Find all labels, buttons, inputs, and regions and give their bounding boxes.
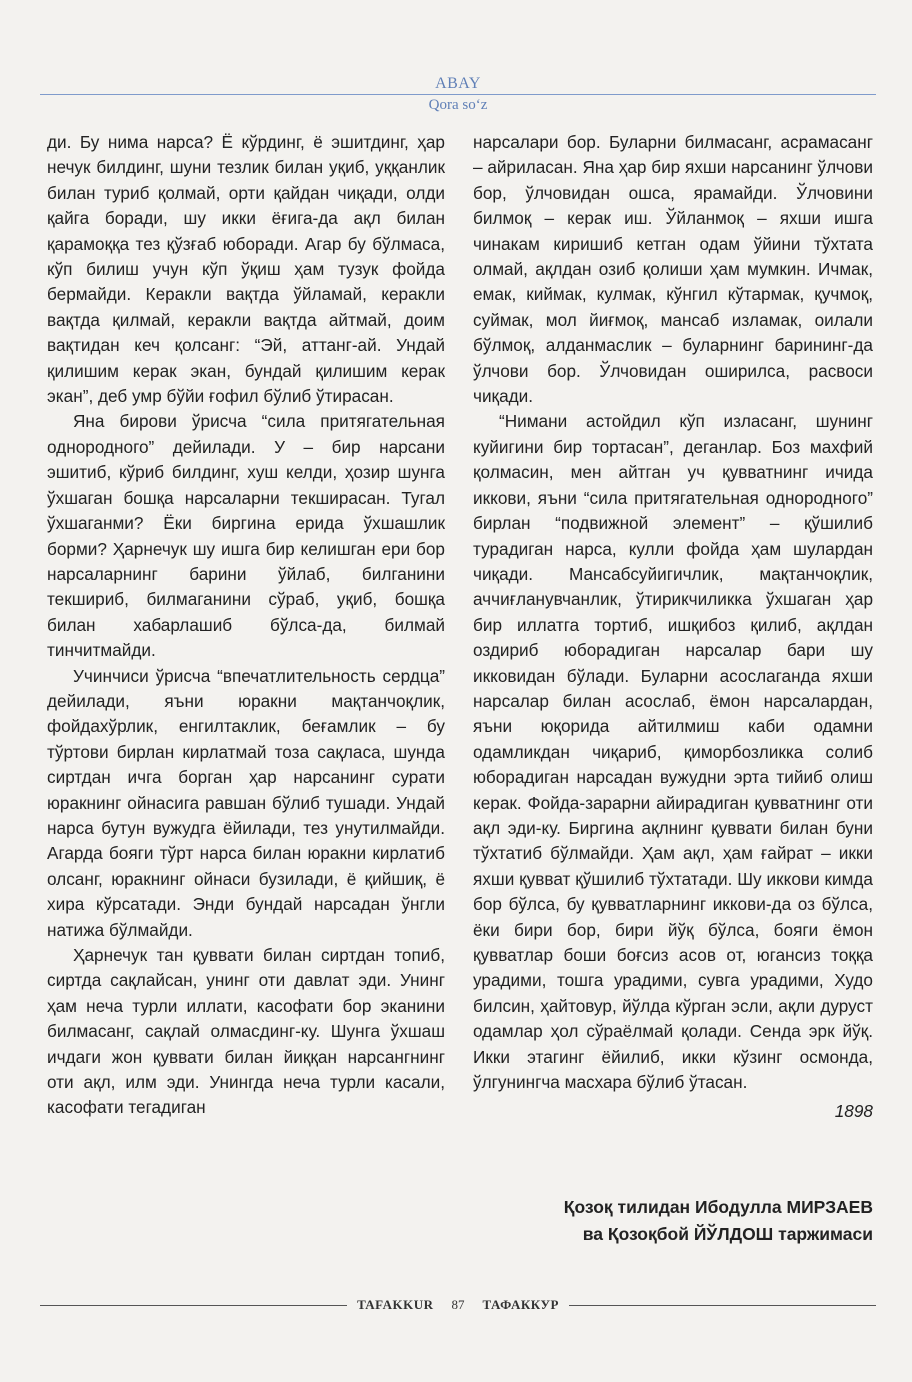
running-header <box>40 74 876 115</box>
credits-line: ва Қозоқбой ЙЎЛДОШ таржимаси <box>582 1224 873 1244</box>
header-subtitle: Qora so‘z <box>428 97 488 113</box>
translator-credits <box>473 1194 873 1248</box>
credits-line: Қозоқ тилидан Ибодулла МИРЗАЕВ <box>563 1197 873 1217</box>
footer-label-latin: TAFAKKUR <box>357 1297 434 1312</box>
footer-rule-left <box>40 1305 347 1306</box>
footer-rule-right <box>569 1305 876 1306</box>
right-column <box>473 130 873 1125</box>
paragraph: Яна бирови ўрисча “сила притягательная однородного” дейилади. У – бир нарсани эшитиб, кўриб билдинг, хуш келди, ҳозир шунга ўхшаган бошқа нарсаларни текширасан. Тугал ўхшаганми? Ёки биргина ерида ўхшашлик борми? Ҳарнечук шу ишга бир келишган ери бор нарсаларнинг барини ўйлаб, билганини текшириб, билмаганини сўраб, уқиб, бошқа билан хабарлашиб бўлса-да, билмай тинчитмайди. <box>47 411 445 661</box>
year-date: 1898 <box>834 1101 873 1122</box>
paragraph: ди. Бу нима нарса? Ё кўрдинг, ё эшитдинг, ҳар нечук билдинг, шуни тезлик билан уқиб, уққанлик билан туриб қолмай, орти қайдан чиқади, олди қайга боради, шу икки ёғига-да ақл билан қарамоққа тез қўзғаб юборади. Агар бу бўлмаса, кўп билиш учун кўп ўқиш ҳам тузук фойда бермайди. Керакли вақтда ўйламай, керакли вақтда қилмай, керакли вақтда айтмай, доим вақтидан кеч қолсанг: “Эй, аттанг-ай. Ундай қилишим керак экан, бундай қилишим керак экан”, деб умр бўйи ғофил бўлиб ўтирасан. <box>47 132 445 407</box>
footer-label-cyrillic: ТАФАККУР <box>482 1297 559 1312</box>
paragraph: Ҳарнечук тан қуввати билан сиртдан топиб, сиртда сақлайсан, унинг оти давлат эди. Унинг ҳам неча турли иллати, касофати бор эканини билмасанг, сақлай олмасдинг-ку. Шунга ўхшаш ичдаги жон қуввати билан йиққан нарсангнинг оти ақл, илм эди. Унингда неча турли касали, касофати тегадиган <box>47 945 445 1118</box>
page-footer <box>40 1293 876 1317</box>
page-number: 87 <box>451 1297 465 1312</box>
left-column <box>47 130 445 1121</box>
header-title: ABAY <box>435 75 481 92</box>
paragraph: “Нимани астойдил кўп изласанг, шунинг куйигини бир тортасан”, деганлар. Боз махфий қолмасин, мен айтган уч қувватнинг ичида иккови, яъни “сила притягательная однородного” бирлан “подвижной элемент” – қўшилиб турадиган нарса, кулли фойда ҳам шулардан чиқади. Мансабсуйигичлик, мақтанчоқлик, аччиғланувчанлик, ўтирикчиликка ўхшаган ҳар бир иллатга тортиб, ишқибоз қилиб, ақлдан оздириб юборадиган нарсалар бари шу икковидан бўлади. Буларни асослаганда яхши нарсалар билан асослаб, ёмон нарсалардан, яъни юқорида айтилмиш каби одамни одамликдан чиқариб, қиморбозликка солиб юборадиган нарсадан вужудни эрта тийиб олиш керак. Фойда-зарарни айирадиган қувватнинг оти ақл эди-ку. Биргина ақлнинг қуввати билан буни тўхтатиб бўлмайди. Ҳам ақл, ҳам ғайрат – икки яхши қувват қўшилиб тўхтатади. Шу иккови кимда бор бўлса, бу қувватларнинг иккови-да оз бўлса, ёки бири бор, бири йўқ бўлса, бояги ёмон қувватлар боши боғсиз асов от, югансиз тоққа урадими, тошга урадими, сувга урадими, Худо билсин, ҳайтовур, йўлда кўрган эсли, ақли дуруст одамлар ҳол сўраёлмай қолади. Сенда эрк йўқ. Икки этагинг ёйилиб, икки кўзинг осмонда, ўлгунингча масхара бўлиб ўтасан. <box>473 411 873 1093</box>
paragraph: нарсалари бор. Буларни билмасанг, асрамасанг – айриласан. Яна ҳар бир яхши нарсанинг ўлчови бор, ўлчовидан ошса, ярамайди. Ўлчовини билмоқ – керак иш. Ўйланмоқ – яхши ишга чинакам киришиб кетган одам ўйини тўхтата олмай, ақлдан озиб қолиши ҳам мумкин. Ичмак, емак, киймак, кулмак, кўнгил кўтармак, қучмоқ, суймак, мол йиғмоқ, мансаб изламак, оилали бўлмоқ, алданмаслик – буларнинг барининг-да ўлчови бор. Ўлчовидан оширилса, расвоси чиқади. <box>473 132 873 407</box>
paragraph: Учинчиси ўрисча “впечатлительность сердца” дейилади, яъни юракни мақтанчоқлик, фойдахўрлик, енгилтаклик, беғамлик – бу тўртови бирлан кирлатмай тоза сақласа, шунда сиртдан ичга борган ҳар нарсанинг сурати юракнинг ойнасига равшан бўлиб тушади. Ундай нарса бутун вужудга ёйилади, тез унутилмайди. Агарда бояги тўрт нарса билан юракни кирлатиб олсанг, юракнинг ойнаси бузилади, ё қийшиқ, ё хира кўрсатади. Энди бундай нарсадан ўнгли натижа бўлмайди. <box>47 665 445 940</box>
